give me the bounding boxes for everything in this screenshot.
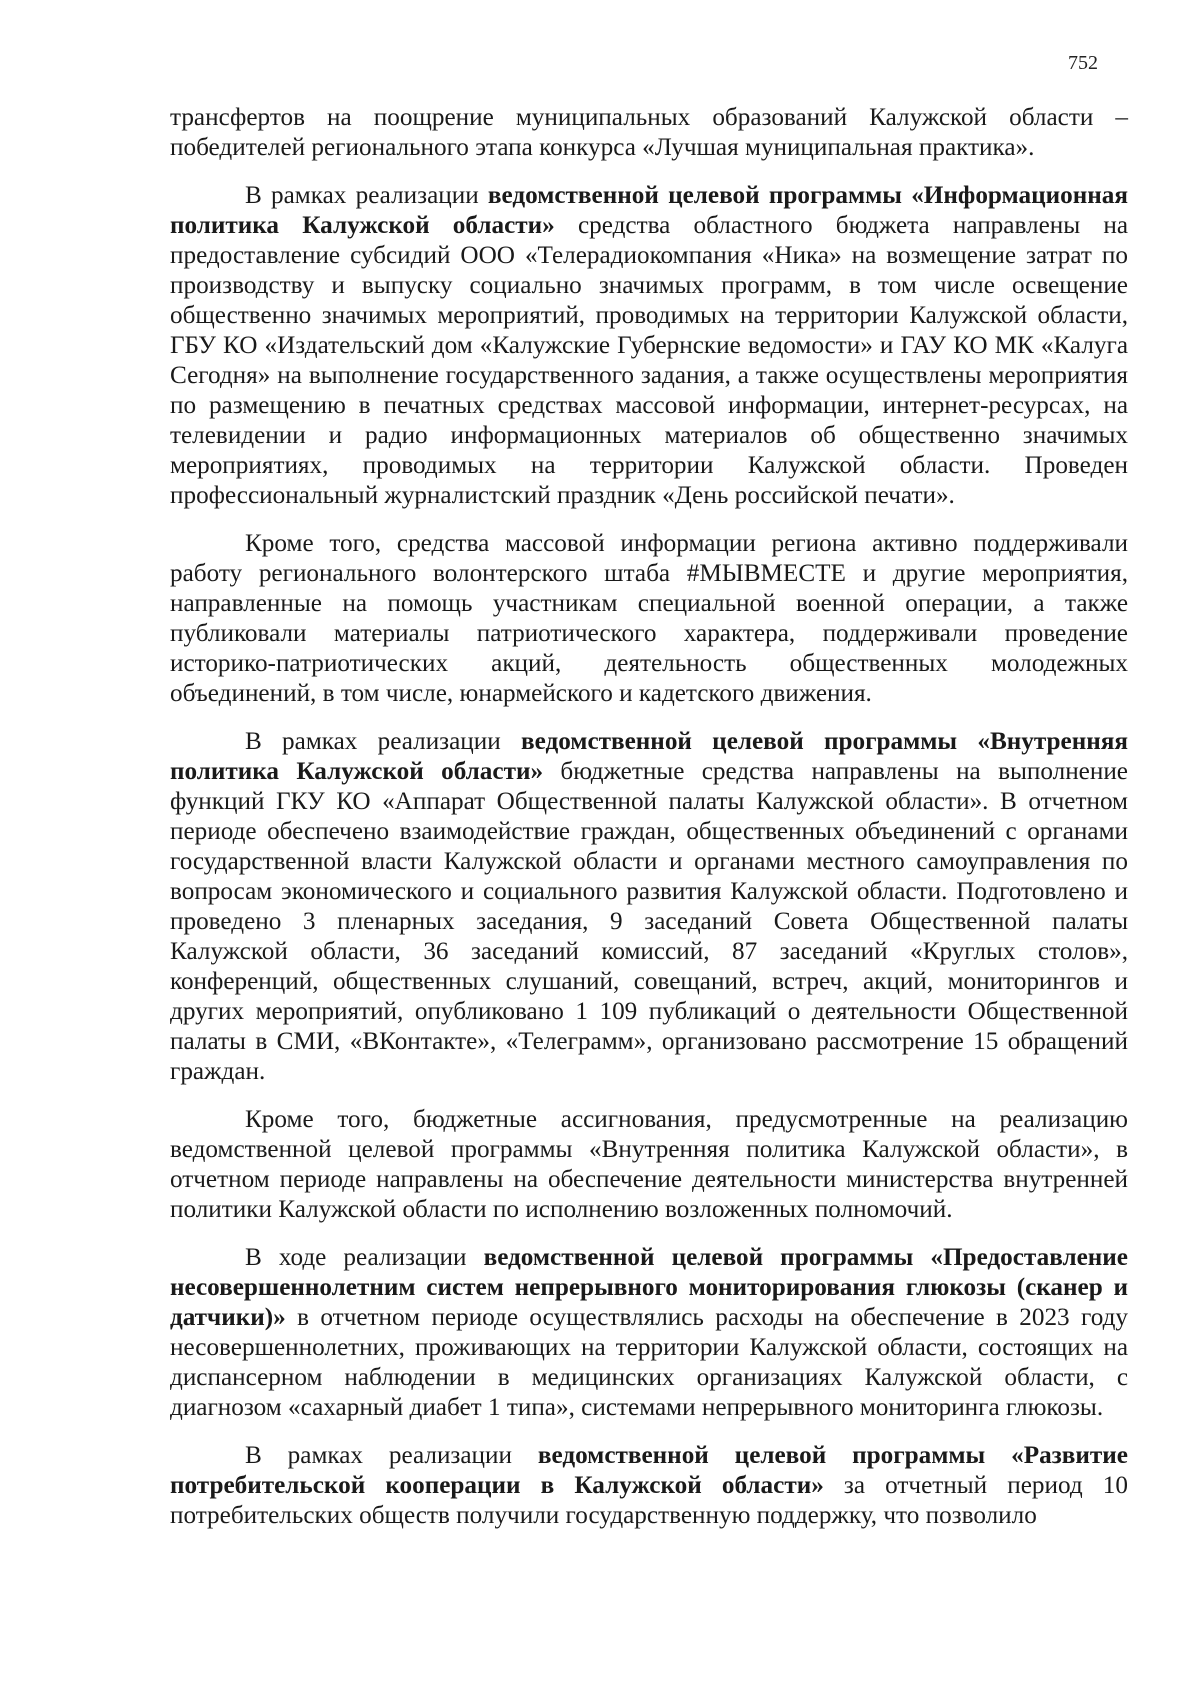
document-body — [170, 103, 1128, 1549]
text-segment: В ходе реализации — [245, 1244, 484, 1271]
page-number: 752 — [1068, 52, 1098, 74]
text-segment: В рамках реализации — [245, 728, 521, 755]
text-segment: средства областного бюджета направлены на предоставление субсидий ООО «Телерадиокомпания «Ника» на возмещение затрат по производству и выпуску социально значимых программ, в том числе освещение общественно значимых мероприятий, проводимых на территории Калужской области, ГБУ КО «Издательский дом «Калужские Губернские ведомости» и ГАУ КО МК «Калуга Сегодня» на выполнение государственного задания, а также осуществлены мероприятия по размещению в печатных средствах массовой информации, интернет-ресурсах, на телевидении и радио информационных материалов об общественно значимых мероприятиях, проводимых на территории Калужской области. Проведен профессиональный журналистский праздник «День российской печати». — [170, 212, 1129, 509]
paragraph-7 — [170, 1441, 1128, 1531]
program-title-glucose-monitoring: ведомственной целевой программы «Предоставление несовершеннолетним систем непрерывного мониторирования глюкозы (сканер и датчики)» — [170, 1244, 1128, 1331]
paragraph-4 — [170, 727, 1128, 1087]
program-title-internal-policy: ведомственной целевой программы «Внутренняя политика Калужской области» — [170, 728, 1128, 785]
text-segment: В рамках реализации — [245, 182, 488, 209]
program-title-consumer-cooperation: ведомственной целевой программы «Развитие потребительской кооперации в Калужской области» — [170, 1442, 1128, 1499]
paragraph-5 — [170, 1105, 1128, 1225]
text-segment: Кроме того, бюджетные ассигнования, предусмотренные на реализацию ведомственной целевой программы «Внутренняя политика Калужской области», в отчетном периоде направлены на обеспечение деятельности министерства внутренней политики Калужской области по исполнению возложенных полномочий. — [170, 1106, 1128, 1223]
text-segment: за отчетный период 10 потребительских обществ получили государственную поддержку, что позволило — [170, 1472, 1128, 1529]
paragraph-1 — [170, 103, 1128, 163]
text-segment: Кроме того, средства массовой информации региона активно поддерживали работу регионального волонтерского штаба #МЫВМЕСТЕ и другие мероприятия, направленные на помощь участникам специальной военной операции, а также публиковали материалы патриотического характера, поддерживали проведение историко-патриотических акций, деятельность общественных молодежных объединений, в том числе, юнармейского и кадетского движения. — [170, 530, 1128, 707]
text-segment: бюджетные средства направлены на выполнение функций ГКУ КО «Аппарат Общественной палаты Калужской области». В отчетном периоде обеспечено взаимодействие граждан, общественных объединений с органами государственной власти Калужской области и органами местного самоуправления по вопросам экономического и социального развития Калужской области. Подготовлено и проведено 3 пленарных заседания, 9 заседаний Совета Общественной палаты Калужской области, 36 заседаний комиссий, 87 заседаний «Круглых столов», конференций, общественных слушаний, совещаний, встреч, акций, мониторингов и других мероприятий, опубликовано 1 109 публикаций о деятельности Общественной палаты в СМИ, «ВКонтакте», «Телеграмм», организовано рассмотрение 15 обращений граждан. — [170, 758, 1128, 1085]
text-segment: В рамках реализации — [245, 1442, 538, 1469]
text-segment: в отчетном периоде осуществлялись расходы на обеспечение в 2023 году несовершеннолетних, проживающих на территории Калужской области, состоящих на диспансерном наблюдении в медицинских организациях Калужской области, с диагнозом «сахарный диабет 1 типа», системами непрерывного мониторинга глюкозы. — [170, 1304, 1128, 1421]
paragraph-2 — [170, 181, 1128, 511]
text-segment: трансфертов на поощрение муниципальных образований Калужской области – победителей регионального этапа конкурса «Лучшая муниципальная практика». — [170, 104, 1128, 161]
program-title-info-policy: ведомственной целевой программы «Информационная политика Калужской области» — [170, 182, 1128, 239]
paragraph-3 — [170, 529, 1128, 709]
paragraph-6 — [170, 1243, 1128, 1423]
